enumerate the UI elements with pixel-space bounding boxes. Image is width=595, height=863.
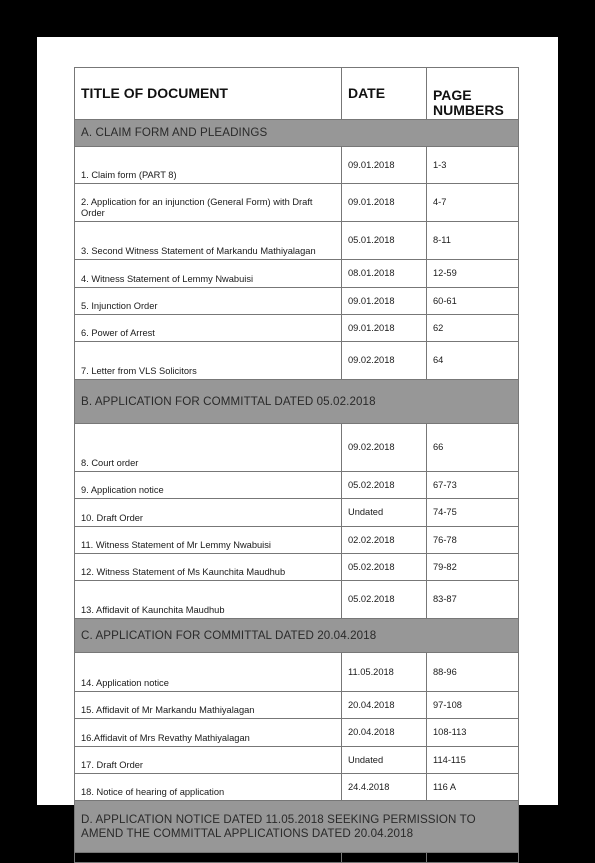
table-row: [75, 499, 519, 527]
document-pages-cell: 4-7: [427, 184, 519, 222]
document-date-cell: 20.04.2018: [342, 692, 427, 719]
document-pages-cell: 79-82: [427, 554, 519, 581]
document-pages-cell: 83-87: [427, 581, 519, 619]
table-row: [75, 527, 519, 554]
document-date-cell: 09.01.2018: [342, 147, 427, 184]
document-title-cell: 3. Second Witness Statement of Markandu Mathiyalagan: [75, 222, 342, 260]
table-row: [75, 581, 519, 619]
table-row: [75, 184, 519, 222]
document-title-cell: 17. Draft Order: [75, 747, 342, 774]
document-title-cell: 7. Letter from VLS Solicitors: [75, 342, 342, 380]
table-row: [75, 424, 519, 472]
empty-cell: [75, 853, 342, 863]
table-row: [75, 653, 519, 692]
document-title-cell: 5. Injunction Order: [75, 288, 342, 315]
section-header-row: [75, 801, 519, 853]
document-pages-cell: 67-73: [427, 472, 519, 499]
document-date-cell: 24.4.2018: [342, 774, 427, 801]
document-pages-cell: 114-115: [427, 747, 519, 774]
document-pages-cell: 8-11: [427, 222, 519, 260]
document-pages-cell: 60-61: [427, 288, 519, 315]
section-header-row: [75, 380, 519, 424]
document-date-cell: 05.02.2018: [342, 581, 427, 619]
document-pages-cell: 62: [427, 315, 519, 342]
table-row: [75, 774, 519, 801]
table-header-row: [75, 68, 519, 120]
document-date-cell: 05.02.2018: [342, 472, 427, 499]
document-title-cell: 15. Affidavit of Mr Markandu Mathiyalagan: [75, 692, 342, 719]
section-title: D. APPLICATION NOTICE DATED 11.05.2018 SEEKING PERMISSION TO AMEND THE COMMITTAL APPLICATIONS DATED 20.04.2018: [75, 801, 519, 853]
table-row: [75, 342, 519, 380]
empty-table-row: [75, 853, 519, 863]
document-title-cell: 13. Affidavit of Kaunchita Maudhub: [75, 581, 342, 619]
section-title: C. APPLICATION FOR COMMITTAL DATED 20.04.2018: [75, 619, 519, 653]
document-date-cell: 02.02.2018: [342, 527, 427, 554]
document-title-cell: 4. Witness Statement of Lemmy Nwabuisi: [75, 260, 342, 288]
document-date-cell: 05.01.2018: [342, 222, 427, 260]
document-date-cell: 09.01.2018: [342, 184, 427, 222]
header-pages: PAGE NUMBERS: [427, 68, 519, 120]
table-row: [75, 747, 519, 774]
document-date-cell: 05.02.2018: [342, 554, 427, 581]
document-pages-cell: 108-113: [427, 719, 519, 747]
document-date-cell: 08.01.2018: [342, 260, 427, 288]
document-title-cell: 10. Draft Order: [75, 499, 342, 527]
document-date-cell: Undated: [342, 499, 427, 527]
document-pages-cell: 12-59: [427, 260, 519, 288]
document-title-cell: 2. Application for an injunction (General Form) with Draft Order: [75, 184, 342, 222]
header-title: TITLE OF DOCUMENT: [75, 68, 342, 120]
empty-cell: [342, 853, 427, 863]
document-date-cell: 09.02.2018: [342, 342, 427, 380]
document-pages-cell: 64: [427, 342, 519, 380]
document-date-cell: 09.01.2018: [342, 315, 427, 342]
document-date-cell: Undated: [342, 747, 427, 774]
section-header-row: [75, 619, 519, 653]
table-row: [75, 315, 519, 342]
table-row: [75, 222, 519, 260]
document-pages-cell: 74-75: [427, 499, 519, 527]
document-title-cell: 11. Witness Statement of Mr Lemmy Nwabuisi: [75, 527, 342, 554]
table-row: [75, 260, 519, 288]
section-title: B. APPLICATION FOR COMMITTAL DATED 05.02.2018: [75, 380, 519, 424]
empty-cell: [427, 853, 519, 863]
table-row: [75, 554, 519, 581]
document-page: [37, 37, 558, 840]
document-pages-cell: 88-96: [427, 653, 519, 692]
document-date-cell: 09.01.2018: [342, 288, 427, 315]
document-date-cell: 11.05.2018: [342, 653, 427, 692]
table-row: [75, 692, 519, 719]
document-date-cell: 20.04.2018: [342, 719, 427, 747]
document-pages-cell: 76-78: [427, 527, 519, 554]
document-title-cell: 8. Court order: [75, 424, 342, 472]
document-title-cell: 12. Witness Statement of Ms Kaunchita Maudhub: [75, 554, 342, 581]
document-pages-cell: 66: [427, 424, 519, 472]
document-date-cell: 09.02.2018: [342, 424, 427, 472]
section-title: A. CLAIM FORM AND PLEADINGS: [75, 120, 519, 147]
document-title-cell: 1. Claim form (PART 8): [75, 147, 342, 184]
document-pages-cell: 97-108: [427, 692, 519, 719]
document-title-cell: 9. Application notice: [75, 472, 342, 499]
document-index-table: [74, 67, 519, 863]
document-title-cell: 18. Notice of hearing of application: [75, 774, 342, 801]
document-title-cell: 6. Power of Arrest: [75, 315, 342, 342]
section-header-row: [75, 120, 519, 147]
table-row: [75, 147, 519, 184]
table-row: [75, 472, 519, 499]
table-row: [75, 288, 519, 315]
document-pages-cell: 1-3: [427, 147, 519, 184]
document-title-cell: 16.Affidavit of Mrs Revathy Mathiyalagan: [75, 719, 342, 747]
header-date: DATE: [342, 68, 427, 120]
table-row: [75, 719, 519, 747]
document-pages-cell: 116 A: [427, 774, 519, 801]
document-title-cell: 14. Application notice: [75, 653, 342, 692]
